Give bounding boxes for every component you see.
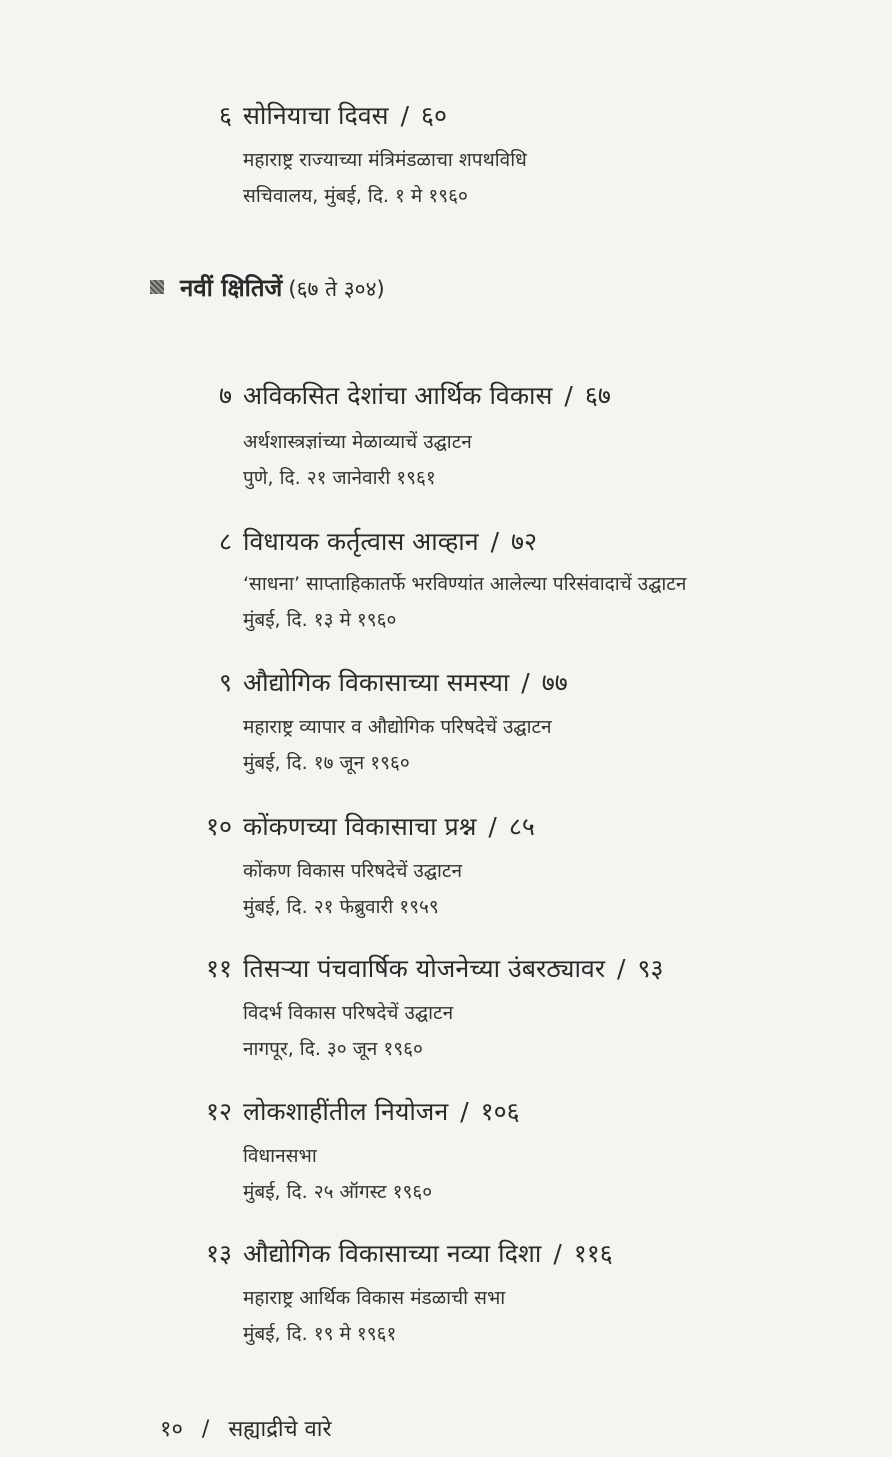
entry-number: १२ — [205, 1097, 232, 1126]
entry-page: ७२ — [511, 527, 538, 556]
entry-occasion: महाराष्ट्र व्यापार व औद्योगिक परिषदेचें उद्घाटन — [243, 716, 552, 738]
entry-title: लोकशाहींतील नियोजन — [243, 1097, 449, 1126]
entry-title: तिसऱ्या पंचवार्षिक योजनेच्या उंबरठ्यावर — [243, 954, 606, 983]
entry-place-date: सचिवालय, मुंबई, दि. १ मे १९६० — [243, 185, 468, 207]
entry-number: ७ — [218, 381, 232, 410]
contents-entry-10 — [0, 807, 892, 918]
entry-number: ६ — [218, 101, 232, 130]
entry-number: १० — [205, 812, 232, 841]
contents-entry-9 — [0, 663, 892, 774]
contents-entry-7 — [0, 376, 892, 489]
entry-place-date: मुंबई, दि. २१ फेब्रुवारी १९५९ — [243, 896, 439, 918]
entry-occasion: अर्थशास्त्रज्ञांच्या मेळाव्याचें उद्घाटन — [243, 431, 472, 453]
entry-title: अविकसित देशांचा आर्थिक विकास — [243, 381, 553, 410]
entry-place-date: मुंबई, दि. २५ ऑगस्ट १९६० — [243, 1181, 433, 1203]
entry-place-date: मुंबई, दि. १९ मे १९६१ — [243, 1323, 397, 1345]
contents-entry-6 — [0, 96, 892, 207]
entry-page: १०६ — [480, 1097, 520, 1126]
footer-separator: / — [201, 1417, 210, 1442]
entry-number: ११ — [205, 954, 232, 983]
entry-title: औद्योगिक विकासाच्या समस्या — [243, 668, 510, 697]
entry-title: विधायक कर्तृत्वास आव्हान — [243, 527, 479, 556]
entry-number: ८ — [218, 527, 232, 556]
section-heading — [150, 268, 385, 308]
entry-page: ६० — [421, 101, 448, 130]
entry-separator: / — [490, 527, 500, 556]
contents-entry-12 — [0, 1092, 892, 1203]
entry-separator: / — [521, 668, 530, 697]
entry-page: ७७ — [541, 668, 568, 697]
entry-place-date: पुणे, दि. २१ जानेवारी १९६१ — [243, 467, 436, 489]
entry-page: ८५ — [508, 812, 535, 841]
entry-separator: / — [488, 812, 497, 841]
entry-occasion: कोंकण विकास परिषदेचें उद्घाटन — [243, 860, 463, 882]
entry-number: ९ — [218, 668, 232, 697]
entry-title: औद्योगिक विकासाच्या नव्या दिशा — [243, 1239, 542, 1268]
section-title: नवीं क्षितिजें — [180, 274, 283, 302]
footer-page-number: १० — [160, 1417, 183, 1442]
contents-entry-13 — [0, 1234, 892, 1345]
entry-number: १३ — [205, 1239, 232, 1268]
entry-occasion: महाराष्ट्र आर्थिक विकास मंडळाची सभा — [243, 1287, 506, 1309]
entry-occasion: ‘साधना’ साप्ताहिकातर्फे भरविण्यांत आलेल्या परिसंवादाचें उद्घाटन — [243, 573, 687, 595]
section-bullet-icon — [150, 280, 164, 294]
section-page-range: (६७ ते ३०४) — [288, 277, 385, 301]
entry-separator: / — [400, 101, 409, 130]
entry-page: ११६ — [573, 1239, 613, 1268]
entry-place-date: मुंबई, दि. १७ जून १९६० — [243, 752, 410, 774]
entry-place-date: मुंबई, दि. १३ मे १९६० — [243, 609, 397, 631]
entry-place-date: नागपूर, दि. ३० जून १९६० — [243, 1038, 423, 1060]
contents-entry-11 — [0, 949, 892, 1060]
entry-title: सोनियाचा दिवस — [243, 101, 389, 130]
entry-page: ६७ — [584, 381, 611, 410]
contents-entry-8 — [0, 522, 892, 631]
entry-separator: / — [617, 954, 626, 983]
footer-book-title: सह्याद्रीचे वारे — [228, 1417, 332, 1442]
entry-separator: / — [553, 1239, 562, 1268]
entry-separator: / — [564, 381, 573, 410]
entry-title: कोंकणच्या विकासाचा प्रश्न — [243, 812, 477, 841]
entry-page: ९३ — [637, 954, 664, 983]
entry-occasion: विदर्भ विकास परिषदेचें उद्घाटन — [243, 1002, 454, 1024]
entry-occasion: विधानसभा — [243, 1145, 317, 1167]
page-footer — [160, 1410, 331, 1450]
entry-separator: / — [460, 1097, 469, 1126]
entry-occasion: महाराष्ट्र राज्याच्या मंत्रिमंडळाचा शपथविधि — [243, 149, 527, 171]
